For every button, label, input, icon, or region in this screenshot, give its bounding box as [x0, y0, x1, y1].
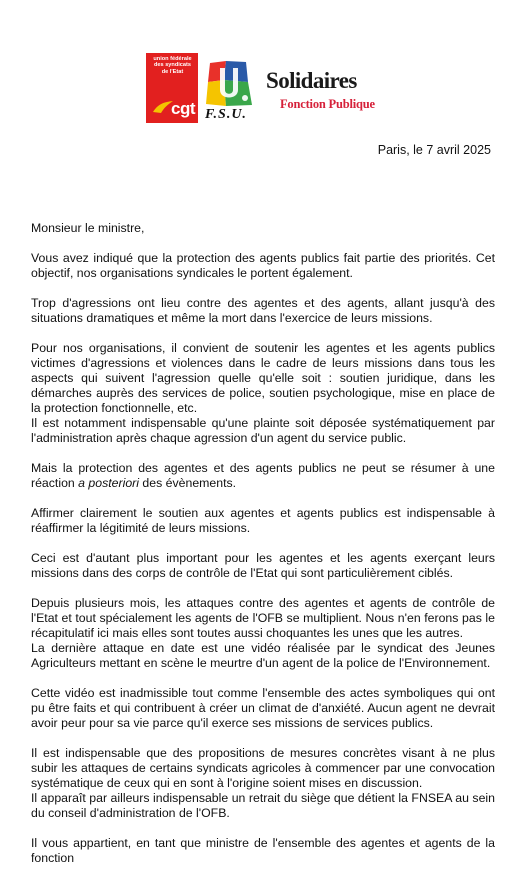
fsu-u-icon — [204, 60, 256, 108]
paragraph-4-italic: a posteriori — [78, 476, 140, 490]
paragraph-4-end: des évènements. — [139, 476, 237, 490]
paragraph-9b: Il apparaît par ailleurs indispensable un retrait du siège que détient la FNSEA au sein du conseil d'administration de l'OFB. — [31, 791, 495, 820]
paragraph-6: Ceci est d'autant plus important pour les agentes et les agents exerçant leurs missions dans des corps de contrôle de l'Etat qui sont particulièrement ciblés. — [31, 551, 495, 580]
fsu-wordmark: F.S.U. — [205, 107, 247, 122]
paragraph-9a: Il est indispensable que des propositions de mesures concrètes visant à ne plus subir les attaques de certains syndicats agricoles à commencer par une convocation systématique de ceux qui en sont à l'origine soient mises en discussion. — [31, 746, 495, 790]
cgt-text-line2: des syndicats — [154, 62, 191, 69]
cgt-text-line3: de l'Etat — [161, 68, 184, 75]
cgt-text-line1: union fédérale — [153, 56, 192, 62]
paragraph-2: Trop d'agressions ont lieu contre des agentes et des agents, allant jusqu'à des situations dramatiques et même la mort dans l'exercice de leurs missions. — [31, 296, 495, 325]
letter-body — [31, 221, 495, 881]
paragraph-7a: Depuis plusieurs mois, les attaques contre des agentes et agents de contrôle de l'Etat et tout spécialement les agents de l'OFB se multiplient. Nous n'en ferons pas le récapitulatif ici mais elles sont toutes aussi choquantes les unes que les autres. — [31, 596, 495, 640]
letter-date: Paris, le 7 avril 2025 — [377, 143, 491, 157]
paragraph-3b: Il est notamment indispensable qu'une plainte soit déposée systématiquement par l'administration après chaque agression d'un agent du service public. — [31, 416, 495, 445]
paragraph-3a: Pour nos organisations, il convient de soutenir les agentes et les agents publics victimes d'agressions et violences dans le cadre de leurs missions dans tous les aspects qui suivent l'agression quelle qu'elle soit : soutien juridique, dans les démarches auprès des services de police, soutien psychologique, mise en place de la protection fonctionnelle, etc. — [31, 341, 495, 415]
salutation: Monsieur le ministre, — [31, 221, 145, 235]
solidaires-wordmark: Solidaires — [266, 68, 357, 93]
paragraph-4-start: Mais la protection des agentes et des agents publics ne peut se résumer à une réaction — [31, 461, 495, 490]
cgt-logo — [146, 53, 198, 123]
paragraph-10: Il vous appartient, en tant que ministre de l'ensemble des agentes et agents de la fonction — [31, 836, 495, 865]
paragraph-5: Affirmer clairement le soutien aux agentes et agents publics est indispensable à réaffirmer la légitimité de leurs missions. — [31, 506, 495, 535]
cgt-wordmark: cgt — [171, 99, 195, 118]
fsu-logo — [201, 60, 261, 126]
paragraph-1: Vous avez indiqué que la protection des agents publics fait partie des priorités. Cet objectif, nos organisations syndicales le portent également. — [31, 251, 495, 280]
paragraph-8: Cette vidéo est inadmissible tout comme l'ensemble des actes symboliques qui ont pu être faits et qui contribuent à créer un climat de d'anxiété. Aucun agent ne devrait avoir peur pour sa vie parce qu'il exerce ses missions de services publics. — [31, 686, 495, 730]
header-logos — [0, 0, 523, 125]
paragraph-4 — [31, 461, 495, 491]
paragraph-7b: La dernière attaque en date est une vidéo réalisée par le syndicat des Jeunes Agriculteurs mettant en scène le meurtre d'un agent de la police de l'Environnement. — [31, 641, 495, 670]
solidaires-logo — [266, 68, 386, 118]
solidaires-subtitle: Fonction Publique — [280, 97, 375, 111]
paragraph-3 — [31, 341, 495, 416]
